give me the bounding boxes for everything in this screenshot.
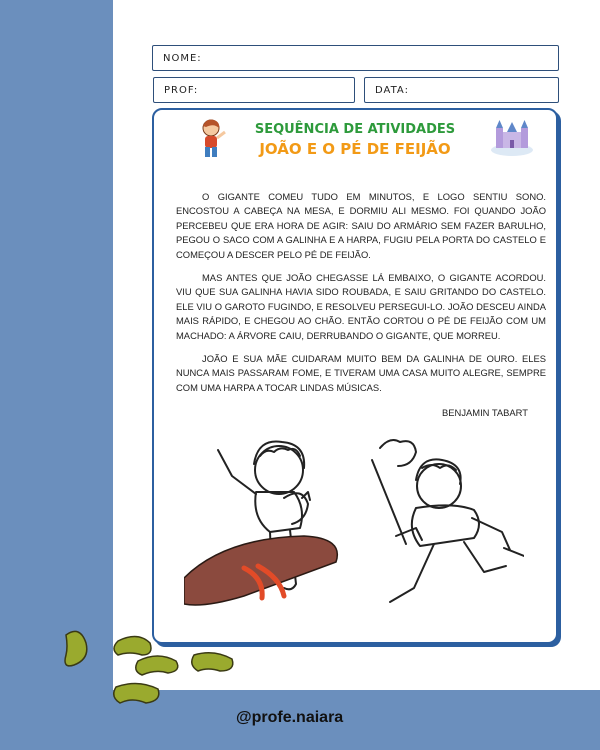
- teacher-label: PROF:: [164, 85, 199, 96]
- story-paragraph-2: MAS ANTES QUE JOÃO CHEGASSE LÁ EMBAIXO, O GIGANTE ACORDOU. VIU QUE SUA GALINHA HAVIA SIDO ROUBADA, E SAIU GRITANDO DO CASTELO. ELE VIU O GAROTO FUGINDO, E RESOLVEU PERSEGUI-LO. JOÃO DESCEU AINDA MAIS RÁPIDO, E CHEGOU AO CHÃO. ENTÃO CORTOU O PÉ DE FEIJÃO COM UM MACHADO: A ÁRVORE CAIU, DERRUBANDO O GIGANTE, QUE MORREU.: [176, 272, 546, 341]
- author-handle: @profe.naiara: [236, 709, 344, 726]
- date-field[interactable]: [364, 77, 559, 103]
- date-label: DATA:: [375, 85, 409, 96]
- activity-card: [152, 108, 558, 644]
- story-title: JOÃO E O PÉ DE FEIJÃO: [259, 140, 451, 158]
- coloring-illustration: [184, 428, 524, 628]
- bean-icon: [58, 625, 248, 715]
- story-text: [176, 190, 546, 404]
- name-field[interactable]: [152, 45, 559, 71]
- teacher-field[interactable]: [153, 77, 355, 103]
- activity-title: SEQUÊNCIA DE ATIVIDADES: [254, 122, 456, 137]
- story-paragraph-1: O GIGANTE COMEU TUDO EM MINUTOS, E LOGO SENTIU SONO. ENCOSTOU A CABEÇA NA MESA, E DORMIU ALI MESMO. FOI QUANDO JOÃO PERCEBEU QUE ERA HORA DE AGIR: SAIU DO ARMÁRIO SEM FAZER BARULHO, PEGOU O SACO COM A GALINHA E A HARPA, FUGIU PELA PORTA DO CASTELO E COMEÇOU A DESCER PELO PÉ DE FEIJÃO.: [176, 191, 546, 260]
- name-label: NOME:: [163, 53, 202, 64]
- story-paragraph-3: JOÃO E SUA MÃE CUIDARAM MUITO BEM DA GALINHA DE OURO. ELES NUNCA MAIS PASSARAM FOME, E TIVERAM UMA CASA MUITO ALEGRE, SEMPRE COM UMA HARPA A TOCAR LINDAS MÚSICAS.: [176, 353, 546, 393]
- story-author: BENJAMIN TABART: [442, 407, 528, 418]
- castle-icon: [490, 118, 534, 156]
